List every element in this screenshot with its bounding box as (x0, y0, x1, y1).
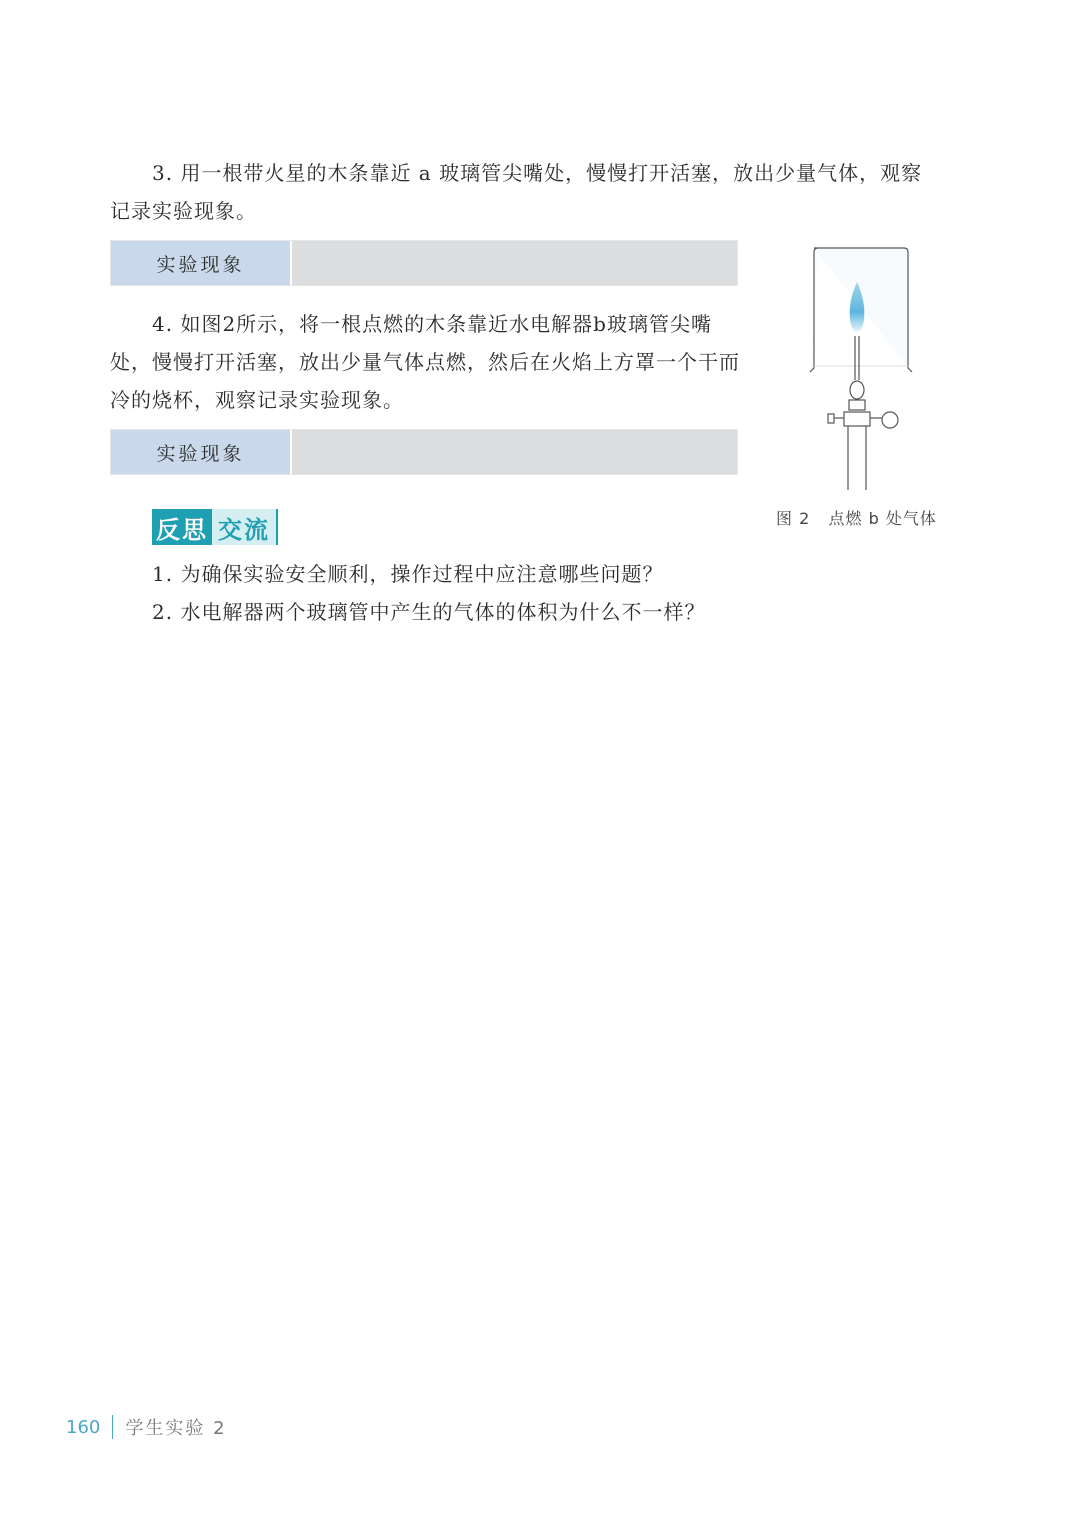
step-4-content: 4. 如图2所示，将一根点燃的木条靠近水电解器b玻璃管尖嘴处，慢慢打开活塞，放出少量气体点燃，然后在火焰上方罩一个干而冷的烧杯，观察记录实验现象。 (110, 312, 740, 412)
figure-caption: 图 2 点燃 b 处气体 (776, 509, 937, 528)
footer-divider (112, 1415, 113, 1439)
step-3-text (110, 154, 940, 230)
footer-title: 学生实验 2 (125, 1418, 227, 1439)
page-footer (66, 1414, 227, 1440)
observation-answer-cell[interactable] (292, 430, 737, 474)
step-3-content: 3. 用一根带火星的木条靠近 a 玻璃管尖嘴处，慢慢打开活塞，放出少量气体，观察记录实验现象。 (110, 161, 923, 223)
observation-table-2 (110, 429, 738, 475)
section-title-part2: 交流 (212, 509, 278, 545)
observation-label: 实验现象 (111, 241, 292, 285)
page-number: 160 (66, 1416, 101, 1438)
step-4-text (110, 305, 740, 419)
observation-label: 实验现象 (111, 430, 292, 474)
section-title-part1: 反思 (152, 509, 212, 545)
observation-answer-cell[interactable] (292, 241, 737, 285)
glass-tube-icon (828, 336, 898, 490)
burning-gas-figure (800, 240, 920, 490)
question-1: 1. 为确保实验安全顺利，操作过程中应注意哪些问题？ (152, 562, 664, 586)
question-2: 2. 水电解器两个玻璃管中产生的气体的体积为什么不一样？ (152, 600, 706, 624)
section-header-reflection (152, 509, 278, 545)
observation-table-1 (110, 240, 738, 286)
